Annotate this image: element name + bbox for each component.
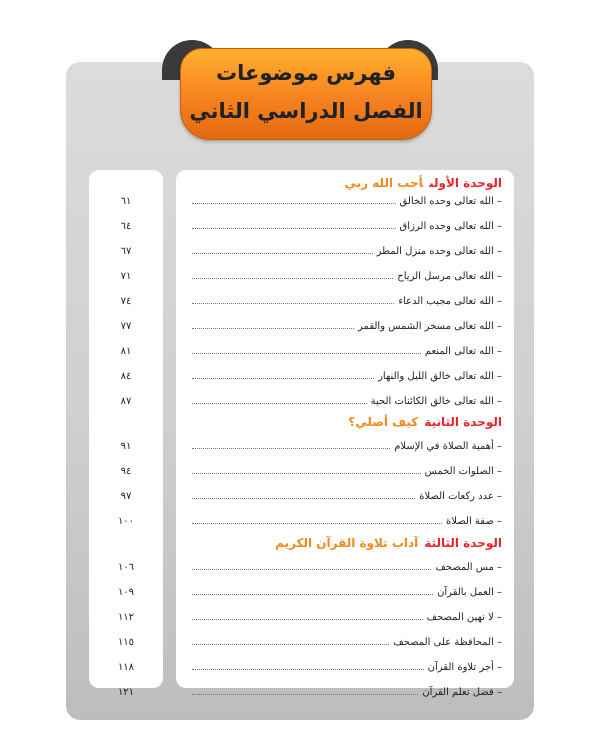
toc-item [190, 343, 502, 357]
toc-item [190, 438, 502, 452]
toc-item-text: – لا نهين المصحف [426, 612, 502, 623]
page-number: ٩٤ [120, 466, 132, 477]
leader-dots [192, 228, 396, 229]
toc-item [190, 293, 502, 307]
toc-item [190, 634, 502, 648]
toc-item-text: – العمل بالقرآن [437, 587, 502, 598]
unit-heading [348, 415, 502, 429]
unit-label: الوحدة الأولى [429, 176, 502, 190]
leader-dots [192, 473, 421, 474]
toc-item-text: – الله تعالى وحده الخالق [399, 196, 502, 207]
page-number: ٨١ [120, 346, 132, 357]
page-number: ٩٧ [120, 491, 132, 502]
toc-item [190, 609, 502, 623]
page-number: ١١٨ [117, 662, 135, 673]
page-number: ١١٥ [117, 637, 135, 648]
page-number: ١٠٦ [117, 562, 135, 573]
toc-item [190, 193, 502, 207]
page-number: ٨٤ [120, 371, 132, 382]
toc-item [190, 243, 502, 257]
leader-dots [192, 378, 374, 379]
unit-label: الوحدة الثالثة [424, 536, 502, 550]
unit-heading [275, 536, 502, 550]
toc-item [190, 684, 502, 698]
contents-box [176, 170, 514, 698]
page-number: ١٠٠ [117, 516, 135, 527]
leader-dots [192, 594, 433, 595]
toc-item-text: – الله تعالى مسخر الشمس والقمر [358, 321, 502, 332]
toc-item-text: – فضل تعلم القرآن [422, 687, 502, 698]
toc-item-text: – الله تعالى خالق الكائنات الحية [370, 396, 502, 407]
toc-item-text: – أجر تلاوة القرآن [427, 662, 502, 673]
toc-item [190, 463, 502, 477]
toc-item-text: – أهمية الصلاة في الإسلام [394, 441, 502, 452]
toc-item-text: – الصلوات الخمس [424, 466, 502, 477]
leader-dots [192, 448, 390, 449]
page-number: ١٢١ [117, 687, 135, 698]
toc-item [190, 368, 502, 382]
leader-dots [192, 303, 394, 304]
unit-label: الوحدة الثانية [424, 415, 502, 429]
leader-dots [192, 694, 418, 695]
page-number-column [89, 170, 163, 698]
page-number: ٦٧ [120, 246, 132, 257]
toc-item-text: – الله تعالى خالق الليل والنهار [378, 371, 502, 382]
toc-item [190, 318, 502, 332]
leader-dots [192, 203, 396, 204]
page-number: ١١٢ [117, 612, 135, 623]
page-number: ٨٧ [120, 396, 132, 407]
leader-dots [192, 523, 442, 524]
leader-dots [192, 403, 367, 404]
toc-item-text: – الله تعالى مجيب الدعاء [398, 296, 502, 307]
leader-dots [192, 253, 373, 254]
toc-item [190, 393, 502, 407]
page-number: ٩١ [120, 441, 132, 452]
page-number: ٦١ [120, 196, 132, 207]
leader-dots [192, 644, 389, 645]
title-line-2: الفصل الدراسي الثاني [189, 99, 423, 123]
unit-title: كيف أصلي؟ [348, 415, 419, 429]
toc-item-text: – المحافظة على المصحف [393, 637, 502, 648]
leader-dots [192, 498, 415, 499]
page-number: ٧١ [120, 271, 132, 282]
unit-title: آداب تلاوة القرآن الكريم [275, 536, 419, 550]
toc-item [190, 559, 502, 573]
toc-item [190, 584, 502, 598]
page-number: ١٠٩ [117, 587, 135, 598]
toc-item [190, 513, 502, 527]
page-number: ٦٤ [120, 221, 132, 232]
toc-item-text: – الله تعالى المنعم [424, 346, 502, 357]
toc-item [190, 488, 502, 502]
leader-dots [192, 278, 393, 279]
leader-dots [192, 353, 421, 354]
toc-item-text: – الله تعالى وحده منزل المطر [376, 246, 502, 257]
toc-item-text: – الله تعالى مرسل الرياح [397, 271, 502, 282]
toc-item [190, 659, 502, 673]
toc-item-text: – عدد ركعات الصلاة [419, 491, 502, 502]
leader-dots [192, 328, 354, 329]
toc-item-text: – الله تعالى وحده الرزاق [399, 221, 502, 232]
leader-dots [192, 619, 423, 620]
leader-dots [192, 569, 431, 570]
toc-item-text: – صفة الصلاة [446, 516, 502, 527]
title-line-1: فهرس موضوعات [216, 61, 396, 85]
toc-item [190, 268, 502, 282]
page-number: ٧٤ [120, 296, 132, 307]
unit-title: أحب الله ربي [344, 176, 424, 190]
toc-item-text: – مس المصحف [435, 562, 502, 573]
page-number: ٧٧ [120, 321, 132, 332]
leader-dots [192, 669, 424, 670]
unit-heading [345, 176, 502, 190]
toc-item [190, 218, 502, 232]
title-banner [180, 48, 432, 140]
